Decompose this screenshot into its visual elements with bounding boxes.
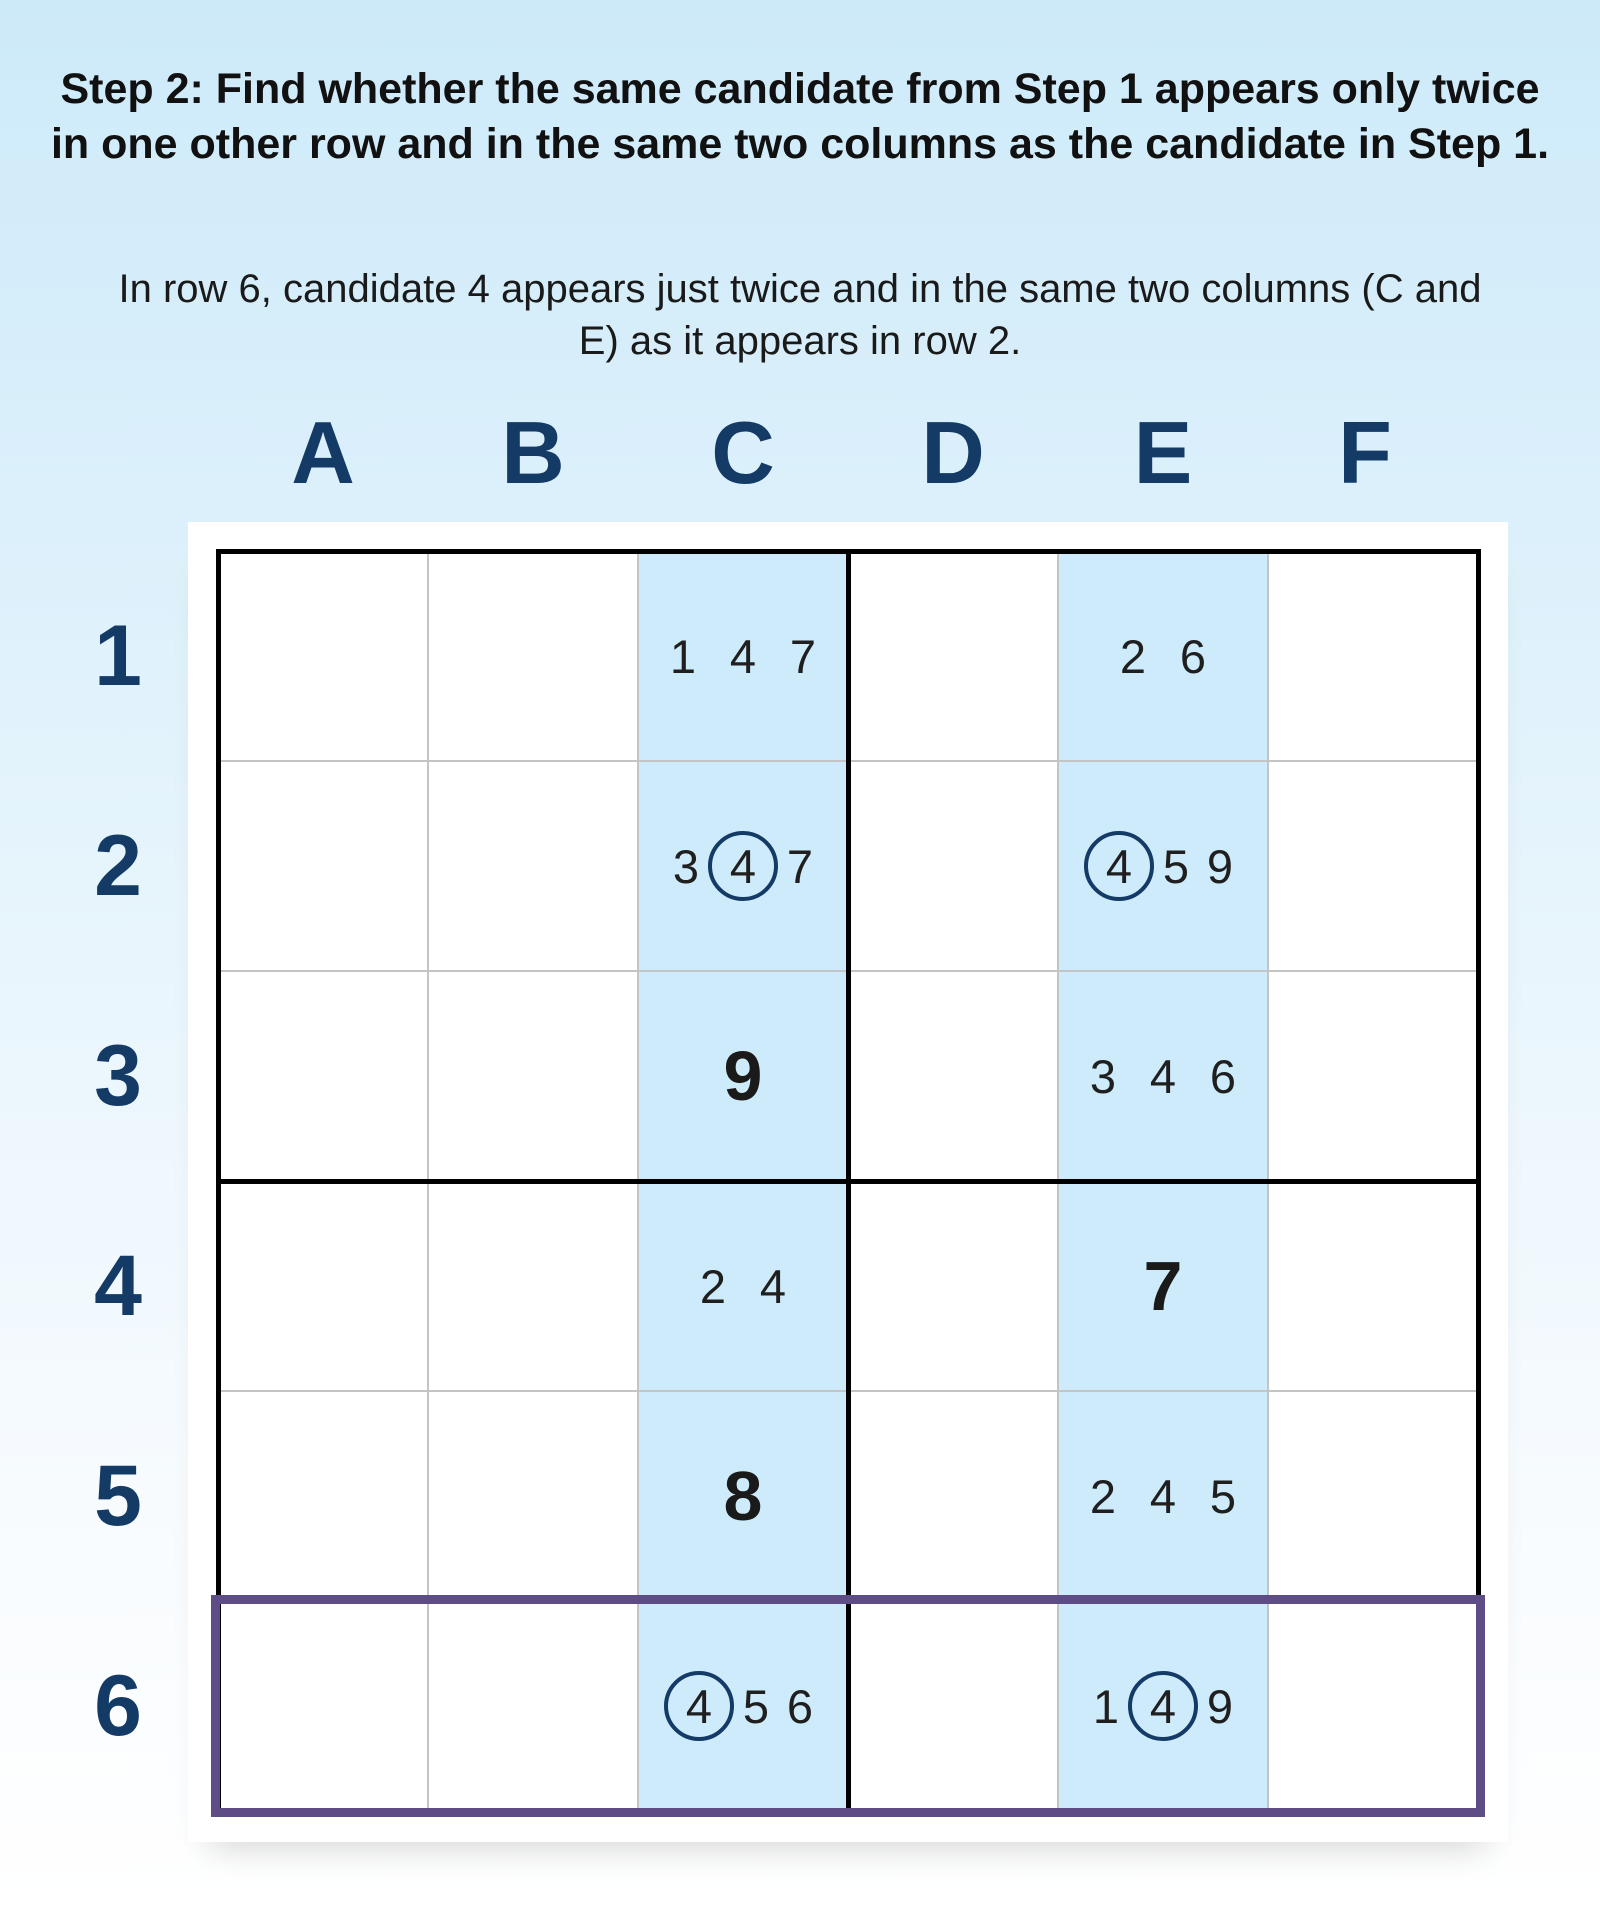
cell-d2[interactable] [848, 761, 1058, 971]
circled-candidate: 4 [708, 831, 778, 901]
box-border-middle-horizontal [216, 1179, 1481, 1184]
candidate: 2 [1119, 629, 1147, 683]
cell-f4[interactable] [1268, 1181, 1478, 1391]
candidate: 6 [1179, 629, 1207, 683]
candidate: 4 [1149, 1049, 1177, 1103]
candidate: 4 [729, 629, 757, 683]
candidate: 4 [759, 1259, 787, 1313]
given-value: 7 [1143, 1247, 1183, 1325]
candidate: 7 [786, 839, 814, 893]
candidate-list [1108, 627, 1218, 685]
cell-f2[interactable] [1268, 761, 1478, 971]
row-label-1: 1 [94, 608, 142, 704]
candidate: 9 [1206, 1679, 1234, 1733]
cell-f5[interactable] [1268, 1391, 1478, 1601]
candidate: 5 [742, 1679, 770, 1733]
circled-candidate: 4 [1128, 1671, 1198, 1741]
cell-c4[interactable] [638, 1181, 848, 1391]
cell-c5[interactable] [638, 1391, 848, 1601]
candidate: 6 [1209, 1049, 1237, 1103]
cell-b5[interactable] [428, 1391, 638, 1601]
cell-d3[interactable] [848, 971, 1058, 1181]
cell-c3[interactable] [638, 971, 848, 1181]
row-label-5: 5 [94, 1448, 142, 1544]
column-label-f: F [1338, 403, 1392, 502]
candidate-list [664, 831, 822, 901]
row-label-2: 2 [94, 818, 142, 914]
column-label-e: E [1133, 403, 1193, 502]
cell-a2[interactable] [218, 761, 428, 971]
step-explanation: In row 6, candidate 4 appears just twice and in the same two columns (C and E) as it appears in row 2. [118, 267, 1482, 363]
cell-b2[interactable] [428, 761, 638, 971]
row-label-3: 3 [94, 1028, 142, 1124]
given-value: 8 [723, 1457, 763, 1535]
cell-f1[interactable] [1268, 551, 1478, 761]
sudoku-board [188, 522, 1508, 1842]
cell-e1[interactable] [1058, 551, 1268, 761]
highlighted-row-outline [211, 1595, 1485, 1817]
cell-a1[interactable] [218, 551, 428, 761]
candidate: 5 [1209, 1469, 1237, 1523]
candidate-list [658, 627, 828, 685]
cell-f3[interactable] [1268, 971, 1478, 1181]
cell-b1[interactable] [428, 551, 638, 761]
column-label-d: D [921, 403, 985, 502]
circled-candidate: 4 [1084, 831, 1154, 901]
candidate: 9 [1206, 839, 1234, 893]
cell-e2[interactable] [1058, 761, 1268, 971]
cell-a5[interactable] [218, 1391, 428, 1601]
column-label-a: A [291, 403, 355, 502]
candidate: 5 [1162, 839, 1190, 893]
column-label-c: C [711, 403, 775, 502]
cell-c1[interactable] [638, 551, 848, 761]
candidate: 6 [786, 1679, 814, 1733]
circled-candidate: 4 [664, 1671, 734, 1741]
cell-a4[interactable] [218, 1181, 428, 1391]
candidate-list [1078, 1467, 1248, 1525]
candidate-list [1078, 1047, 1248, 1105]
cell-a3[interactable] [218, 971, 428, 1181]
candidate: 4 [1149, 1469, 1177, 1523]
row-label-4: 4 [94, 1238, 142, 1334]
cell-b4[interactable] [428, 1181, 638, 1391]
candidate-list [688, 1257, 798, 1315]
cell-b3[interactable] [428, 971, 638, 1181]
candidate: 3 [1089, 1049, 1117, 1103]
cell-c2[interactable] [638, 761, 848, 971]
row-label-6: 6 [94, 1658, 142, 1754]
column-label-b: B [501, 403, 565, 502]
candidate: 7 [789, 629, 817, 683]
cell-e5[interactable] [1058, 1391, 1268, 1601]
cell-d5[interactable] [848, 1391, 1058, 1601]
step-heading: Step 2: Find whether the same candidate from Step 1 appears only twice in one other row and in the same two columns as the candidate in Step 1. [50, 65, 1550, 168]
cell-d1[interactable] [848, 551, 1058, 761]
candidate-list [1084, 831, 1242, 901]
candidate: 3 [672, 839, 700, 893]
cell-e3[interactable] [1058, 971, 1268, 1181]
candidate: 1 [1092, 1679, 1120, 1733]
candidate: 2 [699, 1259, 727, 1313]
candidate: 1 [669, 629, 697, 683]
candidate: 2 [1089, 1469, 1117, 1523]
cell-e4[interactable] [1058, 1181, 1268, 1391]
cell-d4[interactable] [848, 1181, 1058, 1391]
given-value: 9 [723, 1037, 763, 1115]
